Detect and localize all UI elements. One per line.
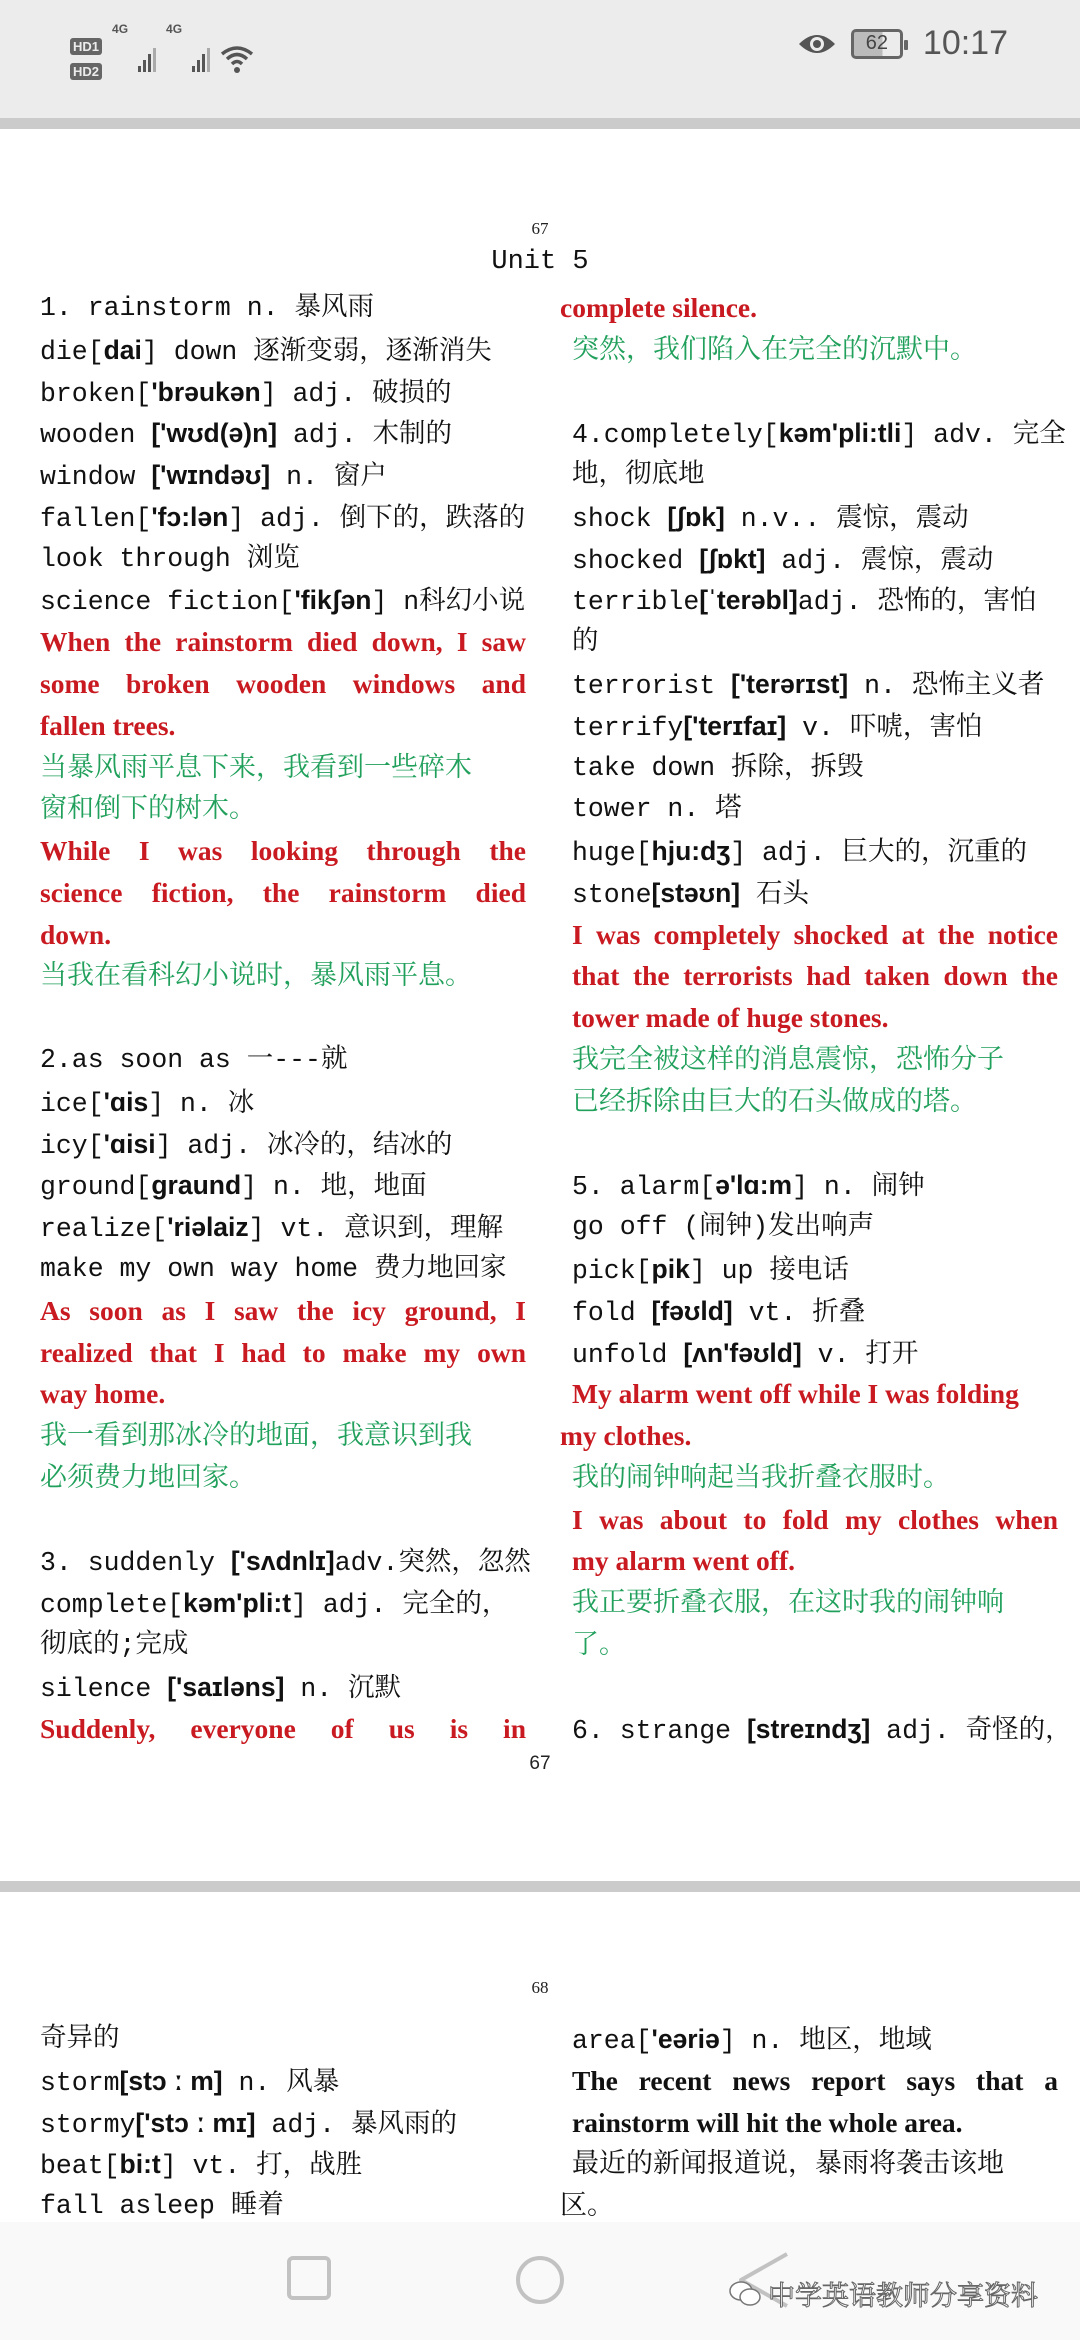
vocab-line	[40, 580, 526, 620]
vocab-text: terrify	[572, 712, 684, 743]
vocab-line	[572, 748, 1058, 788]
vocab-line	[40, 1625, 526, 1665]
vocab-text: complete[	[40, 1590, 184, 1621]
chinese-translation: 区。	[560, 2190, 614, 2222]
vocab-text: 奇异的	[40, 2024, 120, 2054]
example-sentence-line	[40, 1374, 526, 1414]
phonetic: 'riəlaiz	[167, 1212, 249, 1243]
vocab-text: n.v.. 震惊，震动	[724, 503, 969, 534]
example-sentence-line	[40, 1333, 526, 1373]
vocab-text: vt. 折叠	[732, 1297, 866, 1328]
vocab-line	[572, 831, 1058, 871]
vocab-text: huge[	[572, 838, 652, 869]
vocab-line	[572, 1165, 1058, 1205]
vocab-text: realize[	[40, 1214, 168, 1245]
vocab-text: ] adj. 冰冷的，结冰的	[155, 1130, 453, 1161]
vocab-line	[40, 413, 526, 453]
document-page-67[interactable]	[0, 129, 1080, 1881]
translation-line	[572, 330, 1058, 370]
vocab-line	[40, 1082, 526, 1122]
circle-icon	[518, 2258, 562, 2302]
example-sentence: The recent news report says that a	[572, 2064, 1058, 2096]
vocab-text: pick[	[572, 1255, 652, 1286]
translation-line	[40, 789, 526, 829]
battery-level: 62	[865, 32, 889, 54]
translation-line	[572, 1625, 1058, 1665]
example-sentence-line	[40, 873, 526, 913]
vocab-text: n. 风暴	[222, 2067, 340, 2098]
vocab-line	[572, 873, 1058, 913]
phonetic: 'ɑisi	[103, 1128, 156, 1159]
vocab-line	[40, 2186, 526, 2226]
page-separator	[0, 1881, 1080, 1892]
vocab-text: ] adj. 完全的，	[291, 1590, 509, 1621]
vocab-line	[40, 372, 526, 412]
example-sentence-line	[572, 2103, 1058, 2143]
status-bar	[0, 0, 1080, 118]
example-sentence-line	[572, 998, 1058, 1038]
watermark	[728, 2274, 1038, 2313]
home-button[interactable]	[512, 2254, 568, 2310]
vocab-line	[40, 1124, 526, 1164]
vocab-text: ] up 接电话	[689, 1255, 849, 1286]
vocab-text: shock	[572, 503, 668, 534]
phonetic: dai	[103, 334, 142, 365]
status-right	[797, 24, 1008, 63]
watermark-text: 中学英语教师分享资料	[768, 2281, 1038, 2312]
vocab-line	[40, 1040, 526, 1080]
vocab-text: 的	[572, 627, 599, 658]
vocab-line	[572, 455, 1058, 495]
example-sentence: down.	[40, 918, 112, 950]
vocab-line	[40, 455, 526, 495]
vocab-text: stone	[572, 879, 652, 910]
vocab-line	[40, 497, 526, 537]
page-title: Unit 5	[491, 247, 589, 277]
vocab-line	[572, 1124, 1058, 1164]
phonetic: hju:dʒ	[651, 836, 731, 867]
network-type-1: 4G	[112, 22, 129, 36]
example-sentence-line	[572, 1374, 1058, 1414]
vocab-line	[572, 706, 1058, 746]
vocab-text: wooden	[40, 420, 152, 451]
vocab-text: unfold	[572, 1339, 684, 1370]
chinese-translation: 突然，我们陷入在完全的沉默中。	[572, 333, 977, 365]
vocab-line	[572, 789, 1058, 829]
chinese-translation: 当暴风雨平息下来，我看到一些碎木	[40, 751, 472, 783]
example-sentence: tower made of huge stones.	[572, 1002, 889, 1034]
vocab-line	[572, 497, 1058, 537]
vocab-text: ] n. 冰	[148, 1088, 255, 1119]
vocab-text: n. 窗户	[270, 462, 387, 493]
example-sentence-line	[560, 1416, 1046, 1456]
page-number-top: 67	[531, 219, 549, 238]
translation-line	[40, 956, 526, 996]
phonetic: bi:t	[119, 2149, 161, 2180]
example-sentence-line	[572, 1541, 1058, 1581]
battery-icon	[851, 29, 903, 59]
chinese-translation: 已经拆除由巨大的石头做成的塔。	[572, 1085, 977, 1117]
vocab-text: ] n. 闹钟	[792, 1172, 925, 1203]
vocab-text: shocked	[572, 545, 700, 576]
signal-icon	[192, 46, 210, 72]
vocab-text: v. 打开	[801, 1339, 919, 1370]
vocab-text: science fiction[	[40, 587, 295, 618]
phonetic: 'fɔ:lən	[151, 501, 229, 532]
vocab-text: 1. rainstorm n. 暴风雨	[40, 293, 374, 323]
vocab-text: take down 拆除，拆毁	[572, 752, 864, 783]
vocab-text: adj. 木制的	[277, 420, 453, 451]
example-sentence: While I was looking through the	[40, 835, 526, 867]
vocab-text: ice[	[40, 1088, 104, 1119]
vocab-text: ] n. 地区，地域	[719, 2026, 932, 2056]
vocab-text: ] vt. 打，战胜	[160, 2151, 363, 2182]
sim2-hd-badge: HD2	[70, 63, 102, 80]
sim1-hd-badge: HD1	[70, 38, 102, 55]
vocab-text: tower n. 塔	[572, 794, 742, 825]
vocab-line	[40, 288, 526, 328]
example-sentence: way home.	[40, 1378, 166, 1410]
chinese-translation: 最近的新闻报道说，暴雨将袭击该地	[572, 2148, 1004, 2180]
phonetic: ['sʌdnlɪ]	[230, 1546, 335, 1577]
vocab-line	[572, 372, 1058, 412]
page-number-top: 68	[531, 1978, 549, 1997]
example-sentence-line	[572, 915, 1058, 955]
vocab-text: ] adj. 巨大的，沉重的	[730, 838, 1028, 869]
phonetic: 'eəriə	[651, 2024, 720, 2054]
example-sentence: I was completely shocked at the notice	[572, 918, 1058, 950]
phonetic: [ˈterəbl]	[699, 585, 798, 616]
wechat-icon	[728, 2279, 762, 2309]
example-sentence-line	[572, 956, 1058, 996]
example-sentence: Suddenly, everyone of us is in	[40, 1712, 526, 1744]
status-left	[70, 14, 254, 104]
translation-line	[40, 1458, 526, 1498]
clock: 10:17	[922, 24, 1008, 62]
phonetic: [ʌn'fəʊld]	[683, 1337, 802, 1368]
vocab-line	[40, 1207, 526, 1247]
vocab-text: 地，彻底地	[572, 460, 705, 491]
vocab-text: adj. 奇怪的，	[870, 1715, 1072, 1746]
vocab-text: n. 沉默	[284, 1673, 402, 1704]
example-sentence: rainstorm will hit the whole area.	[572, 2106, 963, 2138]
vocab-text: n. 恐怖主义者	[848, 671, 1045, 702]
document-page-68[interactable]	[0, 1892, 1080, 2222]
example-sentence-line	[40, 664, 526, 704]
vocab-text: area[	[572, 2026, 652, 2056]
vocab-text: window	[40, 462, 152, 493]
vocab-line	[40, 1500, 526, 1540]
example-sentence: fallen trees.	[40, 709, 176, 741]
translation-line	[572, 1458, 1058, 1498]
vocab-line	[572, 539, 1058, 579]
example-sentence-line	[40, 831, 526, 871]
vocab-line	[572, 2019, 1058, 2059]
vocab-text: v. 吓唬，害怕	[786, 712, 983, 743]
vocab-text: 2.as soon as 一---就	[40, 1045, 348, 1076]
example-sentence-line	[40, 706, 526, 746]
vocab-line	[40, 539, 526, 579]
example-sentence-line	[40, 1291, 526, 1331]
vocab-line	[40, 2019, 526, 2059]
vocab-text: ] adv. 完全	[901, 420, 1066, 451]
phonetic: ['terərɪst]	[731, 669, 849, 700]
example-sentence: I was about to fold my clothes when	[572, 1503, 1058, 1535]
vocab-line	[40, 1249, 526, 1289]
phonetic: graund	[151, 1170, 242, 1201]
example-sentence: realized that I had to make my own	[40, 1336, 526, 1368]
translation-line	[572, 1082, 1058, 1122]
vocab-line	[40, 2103, 526, 2143]
vocab-text: adj. 暴风雨的	[255, 2109, 457, 2140]
vocab-line	[572, 580, 1058, 620]
example-sentence: When the rainstorm died down, I saw	[40, 626, 526, 658]
translation-line	[40, 748, 526, 788]
phonetic: [streɪndʒ]	[746, 1713, 871, 1744]
example-sentence: science fiction, the rainstorm died	[40, 876, 526, 908]
vocab-text: beat[	[40, 2151, 120, 2182]
vocab-line	[40, 2144, 526, 2184]
vocab-line	[572, 1333, 1058, 1373]
vocab-text: 4.completely[	[572, 420, 779, 451]
vocab-text: adj. 恐怖的，害怕	[797, 587, 1037, 618]
translation-line	[572, 1040, 1058, 1080]
chinese-translation: 窗和倒下的树木。	[40, 793, 256, 825]
translation-line	[572, 2144, 1058, 2184]
example-sentence: As soon as I saw the icy ground, I	[40, 1294, 526, 1326]
vocab-text: ] down 逐渐变弱，逐渐消失	[141, 336, 492, 367]
phonetic: [stəʊn]	[651, 877, 741, 908]
vocab-text: ] adj. 破损的	[260, 378, 452, 409]
phonetic: 'brəukən	[151, 376, 261, 407]
chinese-translation: 我的闹钟响起当我折叠衣服时。	[572, 1461, 950, 1493]
example-sentence-line	[40, 1709, 526, 1749]
page-number-bottom: 67	[529, 1753, 551, 1774]
vocab-text: silence	[40, 1673, 168, 1704]
example-sentence: that the terrorists had taken down the	[572, 960, 1058, 992]
translation-line	[572, 1583, 1058, 1623]
phonetic: ['saɪləns]	[167, 1671, 285, 1702]
phonetic: ['wʊd(ə)n]	[151, 418, 278, 449]
vocab-line	[40, 1541, 531, 1581]
phonetic: 'fikʃən	[294, 585, 372, 616]
hd-icon	[70, 38, 102, 80]
network-type-2: 4G	[166, 22, 183, 36]
vocab-text: broken[	[40, 378, 152, 409]
phonetic: pik	[651, 1253, 690, 1284]
phonetic: kəm'pli:t	[183, 1588, 292, 1619]
vocab-line	[572, 622, 1058, 662]
vocab-text: adj. 震惊，震动	[765, 545, 994, 576]
phonetic: 'ɑis	[103, 1086, 149, 1117]
vocab-text: storm	[40, 2067, 120, 2098]
page-separator	[0, 118, 1080, 129]
phonetic: ['wɪndəʊ]	[151, 460, 271, 491]
vocab-text: ] n. 地，地面	[241, 1172, 427, 1203]
chinese-translation: 了。	[572, 1628, 626, 1660]
translation-line	[40, 1416, 526, 1456]
vocab-text: 5. alarm[	[572, 1172, 716, 1203]
vocab-text: icy[	[40, 1130, 104, 1161]
vocab-text: terrible	[572, 587, 700, 618]
example-sentence: My alarm went off while I was folding	[572, 1378, 1019, 1410]
vocab-text: ground[	[40, 1172, 152, 1203]
chinese-translation: 我正要折叠衣服，在这时我的闹钟响	[572, 1587, 1004, 1619]
vocab-line	[40, 330, 526, 370]
vocab-text: fall asleep 睡着	[40, 2191, 284, 2222]
example-sentence: my alarm went off.	[572, 1545, 795, 1577]
vocab-text: make my own way home 费力地回家	[40, 1253, 507, 1284]
square-icon	[289, 2258, 329, 2298]
vocab-text: fallen[	[40, 503, 152, 534]
vocab-text: 石头	[740, 879, 810, 910]
phonetic: [fəʊld]	[651, 1295, 733, 1326]
vocab-text: ] vt. 意识到，理解	[248, 1214, 504, 1245]
vocab-line	[572, 664, 1058, 704]
phonetic: ə'lɑ:m	[715, 1170, 793, 1201]
phonetic: ['terɪfaɪ]	[683, 710, 787, 741]
example-sentence-line	[40, 915, 526, 955]
example-sentence-line	[40, 622, 526, 662]
phonetic: [ʃɒk]	[667, 501, 725, 532]
chinese-translation: 我完全被这样的消息震惊，恐怖分子	[572, 1044, 1004, 1076]
example-sentence-line	[572, 2061, 1058, 2101]
example-sentence: my clothes.	[560, 1420, 692, 1452]
chinese-translation: 当我在看科幻小说时，暴风雨平息。	[40, 960, 472, 992]
vocab-line	[40, 2061, 526, 2101]
phonetic: kəm'pli:tli	[778, 418, 902, 449]
translation-line	[560, 2186, 1046, 2226]
vocab-line	[40, 998, 526, 1038]
vocab-line	[40, 1583, 526, 1623]
vocab-line	[40, 1667, 526, 1707]
example-sentence-line	[560, 288, 1046, 328]
vocab-line	[572, 1709, 1072, 1749]
phonetic: [ʃɒkt]	[699, 543, 766, 574]
vocab-line	[40, 1165, 526, 1205]
vocab-line	[572, 1207, 1058, 1247]
vocab-line	[572, 1667, 1058, 1707]
vocab-text: 6. strange	[572, 1715, 747, 1746]
vocab-text: 彻底的;完成	[40, 1629, 189, 1660]
vocab-text: ] adj. 倒下的，跌落的	[228, 503, 526, 534]
vocab-text: fold	[572, 1297, 652, 1328]
vocab-text: look through 浏览	[40, 543, 300, 574]
example-sentence: complete silence.	[560, 292, 758, 323]
vocab-text: ] n科幻小说	[371, 587, 526, 618]
signal-icon	[138, 46, 156, 72]
example-sentence-line	[572, 1500, 1058, 1540]
example-sentence: some broken wooden windows and	[40, 668, 526, 700]
wifi-icon	[220, 44, 254, 74]
chinese-translation: 我一看到那冰冷的地面，我意识到我	[40, 1420, 472, 1452]
chinese-translation: 必须费力地回家。	[40, 1461, 256, 1493]
vocab-text: stormy	[40, 2109, 136, 2140]
eye-comfort-icon	[797, 30, 837, 58]
vocab-text: die[	[40, 336, 104, 367]
vocab-line	[572, 413, 1066, 453]
vocab-text: go off (闹钟)发出响声	[572, 1212, 875, 1243]
phonetic: ['stɔ ː mɪ]	[135, 2107, 256, 2138]
vocab-text: 3. suddenly	[40, 1548, 231, 1579]
vocab-text: adv.突然，忽然	[334, 1548, 531, 1579]
phonetic: [stɔ ː m]	[119, 2065, 223, 2096]
vocab-line	[572, 1291, 1058, 1331]
vocab-line	[572, 1249, 1058, 1289]
recent-apps-button[interactable]	[285, 2254, 335, 2304]
vocab-text: terrorist	[572, 671, 732, 702]
